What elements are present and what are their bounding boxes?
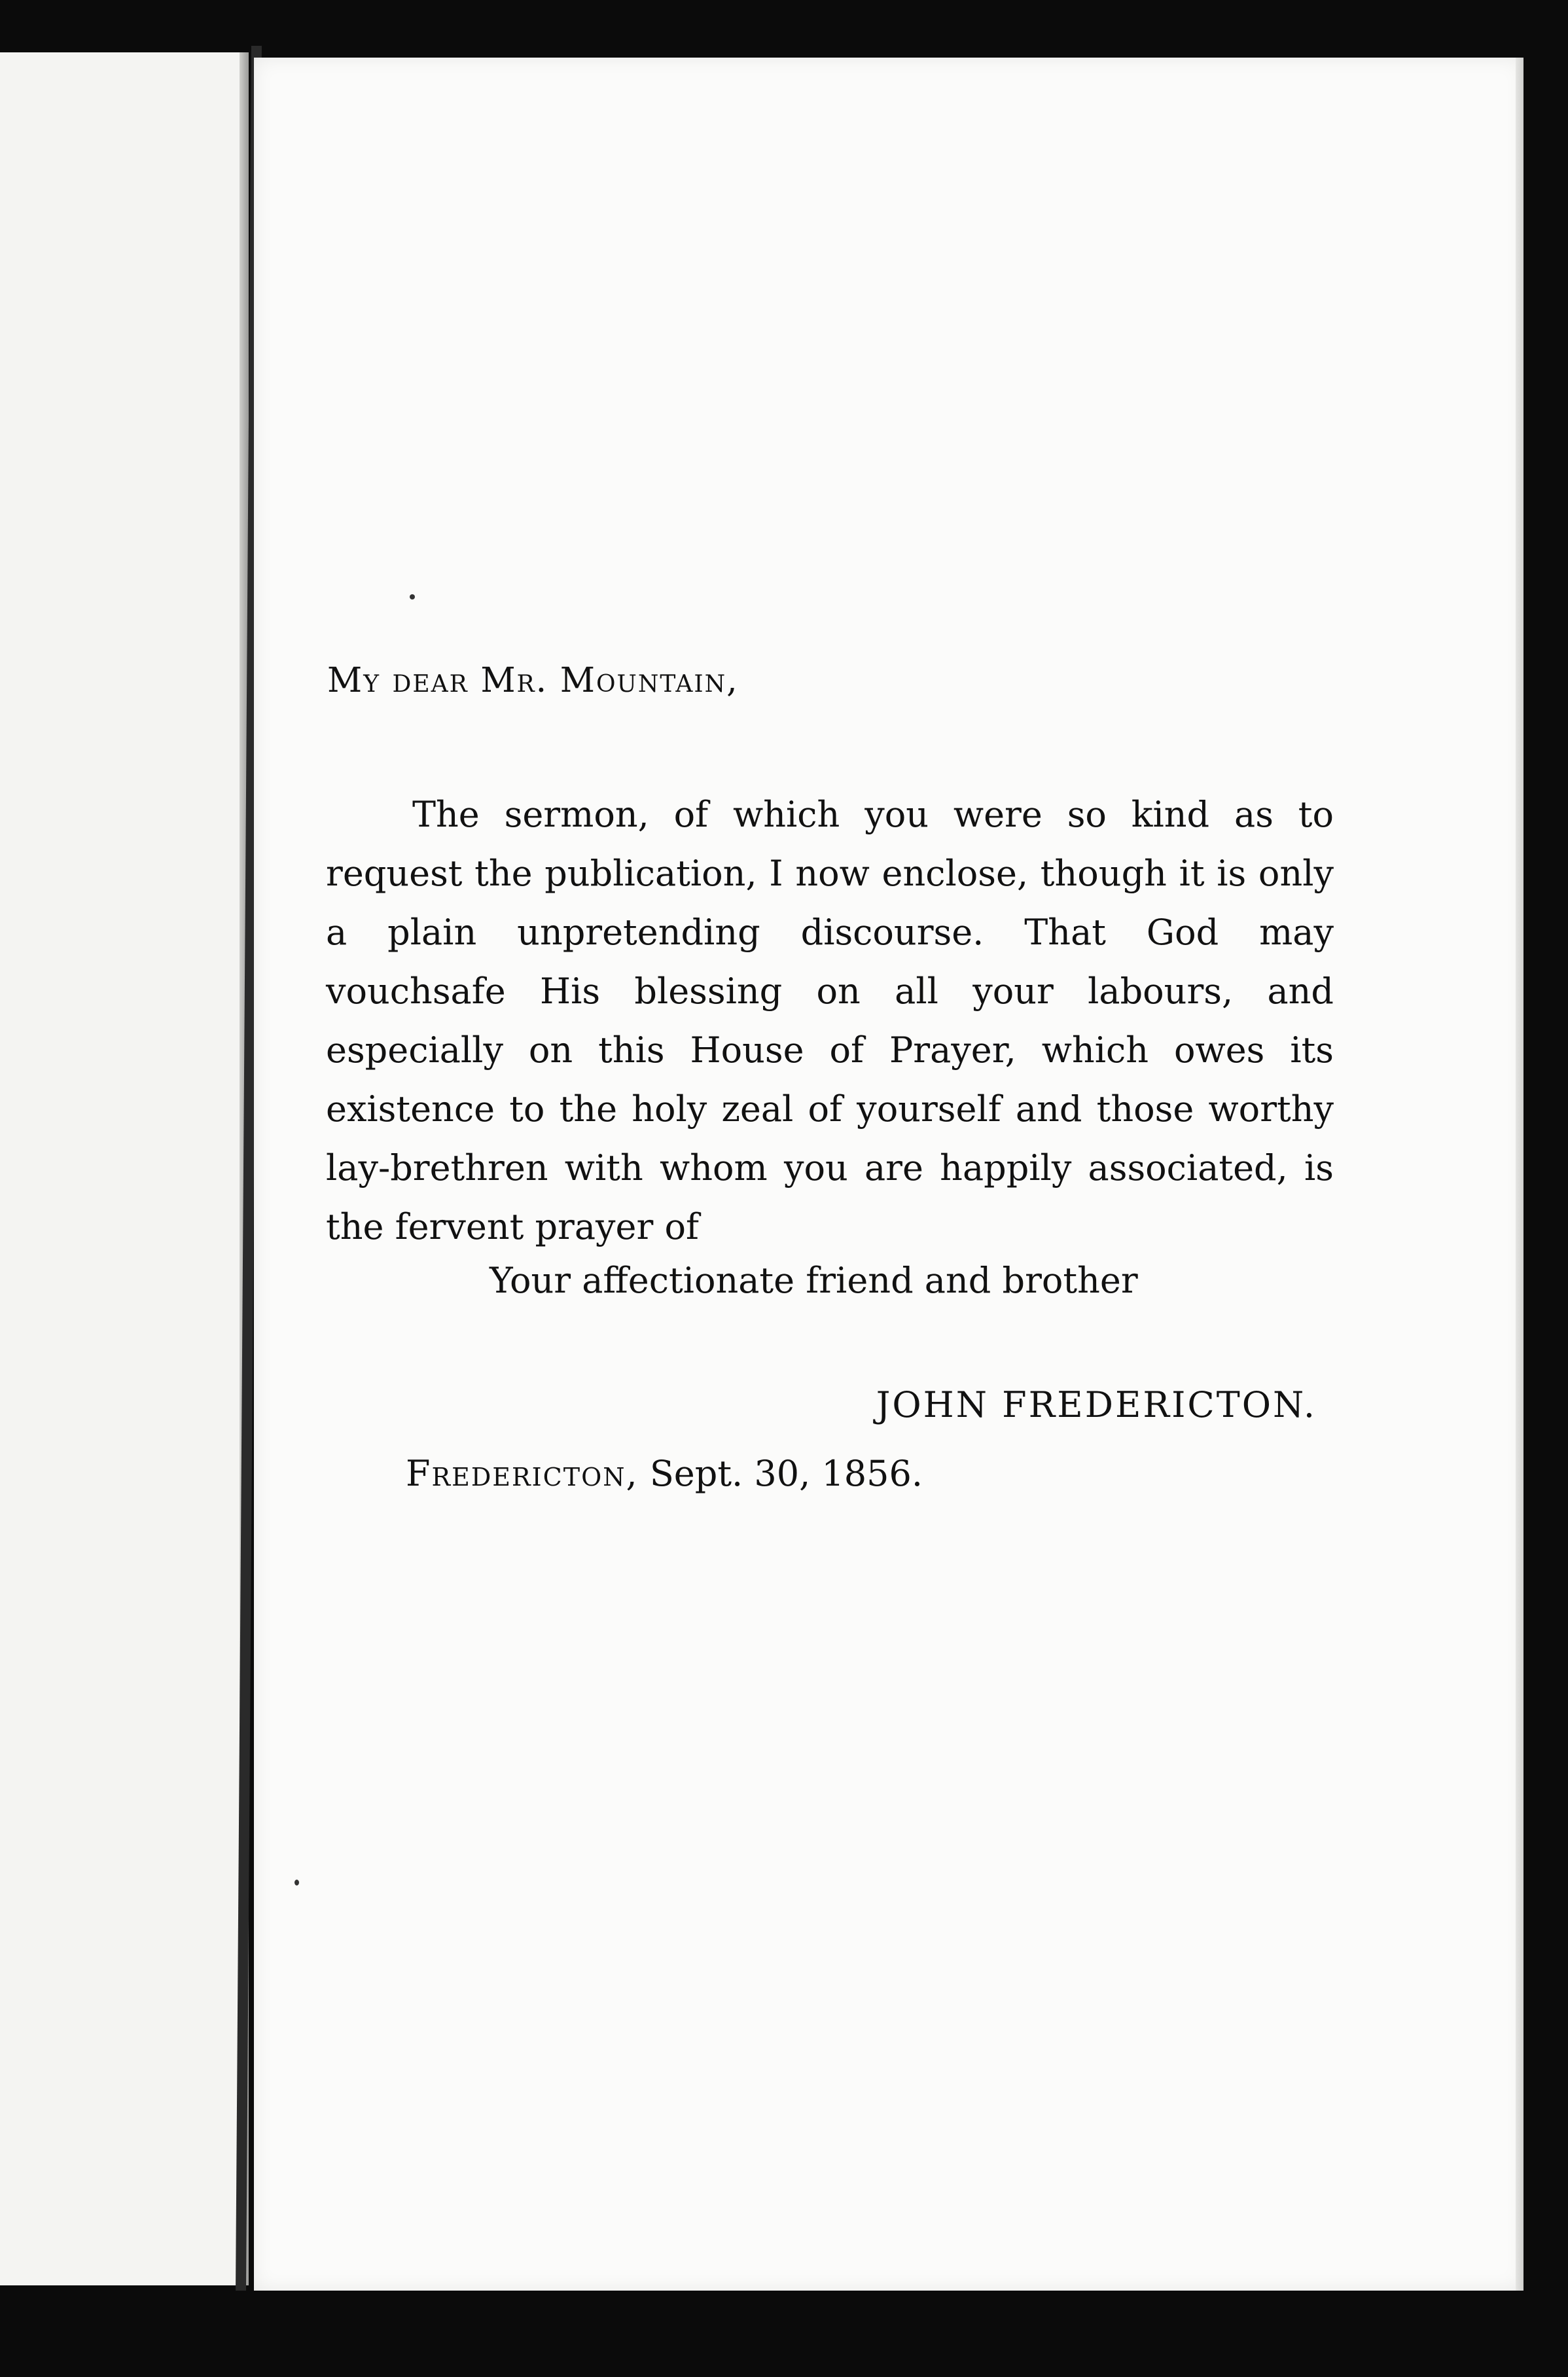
closing-line: Your affectionate friend and brother [490, 1260, 1138, 1301]
ink-speck [294, 1880, 299, 1886]
date: Sept. 30, 1856. [649, 1453, 923, 1494]
letter-paragraph: The sermon, of which you were so kind as to request the publication, I now enclose, though it is only a plain unpretending discourse. That God may vouchsafe His blessing on all your labours, and especially on this House of Prayer, which owes its existence to the holy zeal of yourself and those worthy lay-brethren with whom you are happily associated, is the fervent prayer of [326, 794, 1334, 1247]
letter-body [326, 785, 1334, 1257]
place-and-date [406, 1453, 923, 1494]
salutation: My dear Mr. Mountain, [327, 661, 739, 700]
ink-speck [410, 594, 415, 599]
signature: JOHN FREDERICTON. [876, 1384, 1317, 1425]
place: Fredericton, [406, 1453, 639, 1494]
left-page-edge [0, 52, 249, 2285]
